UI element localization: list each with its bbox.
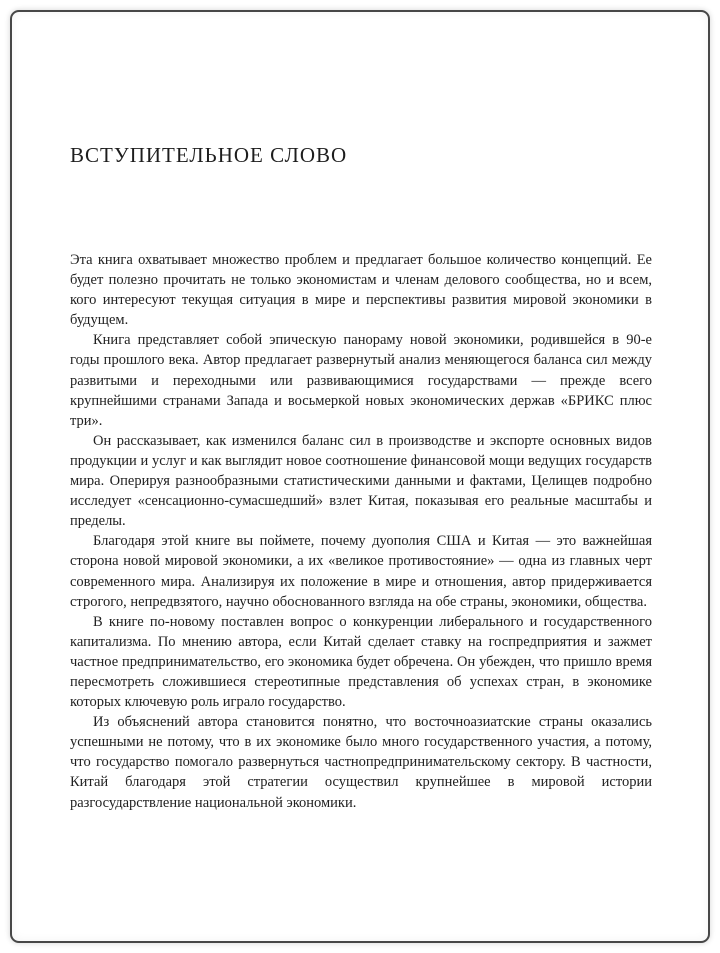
- paragraph: Из объяснений автора становится понятно, что восточноазиатские страны оказались успешными не потому, что в их экономике было много государственного участия, а потому, что государство помогало развернуться частнопредпринимательскому сектору. В частности, Китай благодаря этой стратегии осуществил крупнейшее в мировой истории разгосударствление национальной экономики.: [70, 714, 652, 811]
- text-block: [70, 250, 652, 813]
- paragraph: Эта книга охватывает множество проблем и предлагает большое количество концепций. Ее будет полезно прочитать не только экономистам и членам делового сообщества, но и всем, кого интересуют текущая ситуация в мире и перспективы развития мировой экономики в будущем.: [70, 252, 652, 329]
- paragraph: Благодаря этой книге вы поймете, почему дуополия США и Китая — это важнейшая сторона новой мировой экономики, а их «великое противостояние» — одна из главных черт современного мира. Анализируя их положение в мире и отношения, автор придерживается строгого, непредвзятого, научно обоснованного взгляда на обе страны, экономики, общества.: [70, 533, 652, 610]
- page-title: ВСТУПИТЕЛЬНОЕ СЛОВО: [70, 143, 348, 167]
- paragraph: Книга представляет собой эпическую панораму новой экономики, родившейся в 90-е годы прошлого века. Автор предлагает развернутый анализ меняющегося баланса сил между развитыми и переходными или развивающимися государствами — прежде всего крупнейшими странами Запада и восьмеркой новых экономических держав «БРИКС плюс три».: [70, 332, 652, 429]
- paragraph: Он рассказывает, как изменился баланс сил в производстве и экспорте основных видов продукции и услуг и как выглядит новое соотношение финансовой мощи ведущих государств мира. Оперируя разнообразными статистическими данными и фактами, Целищев подробно исследует «сенсационно-сумасшедший» взлет Китая, показывая его реальные масштабы и пределы.: [70, 432, 652, 530]
- paragraph: В книге по-новому поставлен вопрос о конкуренции либерального и государственного капитализма. По мнению автора, если Китай сделает ставку на госпредприятия и зажмет частное предпринимательство, его экономика будет обречена. Он убежден, что пришло время пересмотреть сложившиеся стереотипные представления об успехах стран, в экономике которых ключевую роль играло государство.: [70, 613, 652, 711]
